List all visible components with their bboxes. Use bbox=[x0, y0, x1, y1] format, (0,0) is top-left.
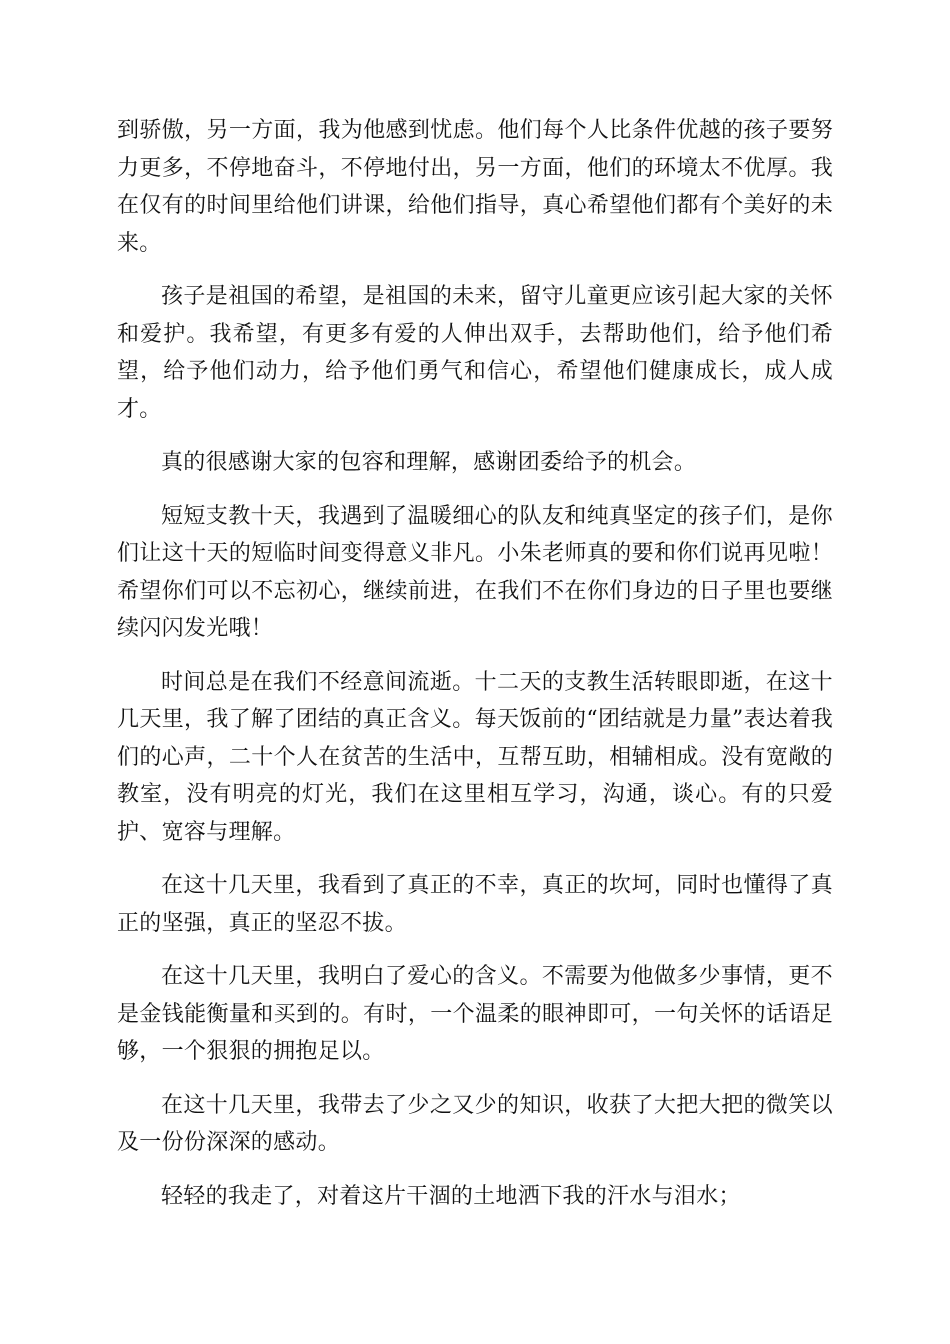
paragraph-5: 时间总是在我们不经意间流逝。十二天的支教生活转眼即逝，在这十几天里，我了解了团结的真正含义。每天饭前的“团结就是力量”表达着我们的心声，二十个人在贫苦的生活中，互帮互助，相辅相成。没有宽敞的教室，没有明亮的灯光，我们在这里相互学习，沟通，谈心。有的只爱护、宽容与理解。 bbox=[117, 669, 833, 845]
paragraph-9: 轻轻的我走了，对着这片干涸的土地洒下我的汗水与泪水； bbox=[161, 1183, 741, 1209]
document-page bbox=[117, 112, 833, 1231]
paragraph-6: 在这十几天里，我看到了真正的不幸，真正的坎坷，同时也懂得了真正的坚强，真正的坚忍不拔。 bbox=[117, 873, 833, 936]
paragraph-7: 在这十几天里，我明白了爱心的含义。不需要为他做多少事情，更不是金钱能衡量和买到的。有时，一个温柔的眼神即可，一句关怀的话语足够，一个狠狠的拥抱足以。 bbox=[117, 964, 833, 1064]
paragraph-1: 到骄傲，另一方面，我为他感到忧虑。他们每个人比条件优越的孩子要努力更多，不停地奋斗，不停地付出，另一方面，他们的环境太不优厚。我在仅有的时间里给他们讲课，给他们指导，真心希望他们都有个美好的未来。 bbox=[117, 118, 833, 256]
paragraph-3: 真的很感谢大家的包容和理解，感谢团委给予的机会。 bbox=[161, 450, 697, 475]
paragraph-2: 孩子是祖国的希望，是祖国的未来，留守儿童更应该引起大家的关怀和爱护。我希望，有更多有爱的人伸出双手，去帮助他们，给予他们希望，给予他们动力，给予他们勇气和信心，希望他们健康成长，成人成才。 bbox=[117, 284, 833, 422]
paragraph-4: 短短支教十天，我遇到了温暖细心的队友和纯真坚定的孩子们，是你们让这十天的短临时间变得意义非凡。小朱老师真的要和你们说再见啦！希望你们可以不忘初心，继续前进，在我们不在你们身边的日子里也要继续闪闪发光哦！ bbox=[117, 503, 833, 641]
paragraph-8: 在这十几天里，我带去了少之又少的知识，收获了大把大把的微笑以及一份份深深的感动。 bbox=[117, 1092, 833, 1155]
